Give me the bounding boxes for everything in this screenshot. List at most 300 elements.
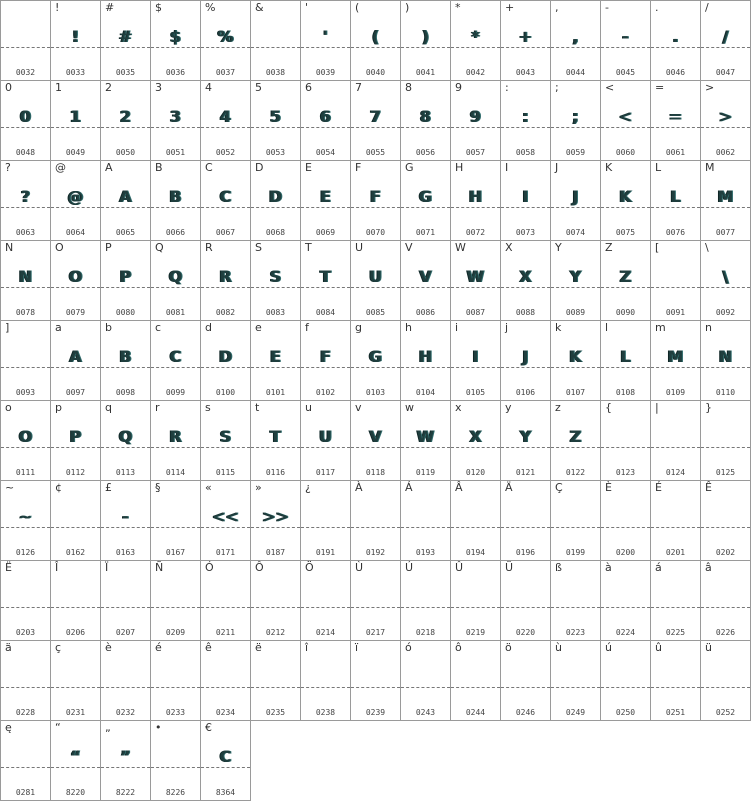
unicode-code: 0214 (315, 628, 336, 637)
character-label: Ï (105, 561, 109, 574)
unicode-code: 0051 (165, 148, 186, 157)
character-label: d (205, 321, 212, 334)
baseline-divider (451, 127, 500, 128)
baseline-divider (151, 287, 200, 288)
character-label: < (605, 81, 615, 94)
baseline-divider (201, 607, 250, 608)
glyph-preview: O (18, 427, 33, 446)
glyph-preview: \ (722, 267, 729, 286)
unicode-code: 0108 (615, 388, 636, 397)
glyph-cell (201, 401, 251, 481)
unicode-code: 0060 (615, 148, 636, 157)
unicode-code: 0097 (65, 388, 86, 397)
character-label: Q (155, 241, 164, 254)
glyph-preview: + (518, 27, 533, 46)
glyph-cell (351, 321, 401, 401)
glyph-cell (601, 1, 651, 81)
glyph-cell (201, 161, 251, 241)
glyph-cell (251, 561, 301, 641)
glyph-preview: Z (569, 427, 582, 446)
unicode-code: 0194 (465, 548, 486, 557)
glyph-cell (351, 161, 401, 241)
unicode-code: 0055 (365, 148, 386, 157)
baseline-divider (1, 527, 50, 528)
character-label: Ô (255, 561, 264, 574)
character-label: ä (5, 641, 12, 654)
baseline-divider (651, 287, 700, 288)
baseline-divider (301, 367, 350, 368)
glyph-cell (351, 561, 401, 641)
glyph-cell (501, 321, 551, 401)
baseline-divider (651, 687, 700, 688)
character-label: Ç (555, 481, 563, 494)
glyph-cell (1, 161, 51, 241)
baseline-divider (701, 47, 750, 48)
unicode-code: 0113 (115, 468, 136, 477)
glyph-cell (1, 481, 51, 561)
glyph-cell (601, 161, 651, 241)
unicode-code: 0281 (15, 788, 36, 797)
glyph-cell (451, 321, 501, 401)
glyph-preview: : (522, 107, 529, 126)
character-label: ï (355, 641, 359, 654)
unicode-code: 0192 (365, 548, 386, 557)
glyph-preview: R (219, 267, 232, 286)
glyph-cell (651, 241, 701, 321)
character-label: ë (255, 641, 262, 654)
baseline-divider (1, 47, 50, 48)
character-label: ] (5, 321, 10, 334)
baseline-divider (501, 607, 550, 608)
unicode-code: 0085 (365, 308, 386, 317)
glyph-cell (401, 481, 451, 561)
unicode-code: 0084 (315, 308, 336, 317)
unicode-code: 0035 (115, 68, 136, 77)
unicode-code: 0057 (465, 148, 486, 157)
character-label: è (105, 641, 112, 654)
baseline-divider (351, 47, 400, 48)
glyph-cell (301, 321, 351, 401)
character-label: S (255, 241, 262, 254)
glyph-cell (651, 81, 701, 161)
character-label: L (655, 161, 662, 174)
unicode-code: 8222 (115, 788, 136, 797)
baseline-divider (201, 287, 250, 288)
glyph-preview: Y (569, 267, 582, 286)
character-label: J (555, 161, 559, 174)
unicode-code: 0228 (15, 708, 36, 717)
character-label: F (355, 161, 362, 174)
character-label: : (505, 81, 509, 94)
character-label: » (255, 481, 262, 494)
glyph-preview: D (268, 187, 283, 206)
glyph-cell (501, 641, 551, 721)
glyph-cell (601, 321, 651, 401)
glyph-preview: A (119, 187, 132, 206)
glyph-cell (301, 81, 351, 161)
unicode-code: 0101 (265, 388, 286, 397)
character-label: T (305, 241, 312, 254)
character-label: ! (55, 1, 60, 14)
baseline-divider (301, 607, 350, 608)
baseline-divider (501, 687, 550, 688)
unicode-code: 8226 (165, 788, 186, 797)
glyph-cell (51, 641, 101, 721)
unicode-code: 0079 (65, 308, 86, 317)
character-label: 6 (305, 81, 312, 94)
glyph-cell (1, 401, 51, 481)
character-label: u (305, 401, 312, 414)
baseline-divider (201, 687, 250, 688)
baseline-divider (701, 607, 750, 608)
glyph-cell (201, 561, 251, 641)
unicode-code: 0249 (565, 708, 586, 717)
baseline-divider (501, 447, 550, 448)
glyph-preview: ? (20, 187, 31, 206)
glyph-cell (151, 321, 201, 401)
glyph-cell (601, 81, 651, 161)
character-label: Ñ (155, 561, 164, 574)
glyph-preview: Q (118, 427, 133, 446)
unicode-code: 0121 (515, 468, 536, 477)
unicode-code: 0123 (615, 468, 636, 477)
unicode-code: 0070 (365, 228, 386, 237)
unicode-code: 0088 (515, 308, 536, 317)
glyph-cell (551, 161, 601, 241)
baseline-divider (151, 47, 200, 48)
character-label: \ (705, 241, 709, 254)
glyph-preview: 9 (469, 107, 482, 126)
character-label: z (555, 401, 561, 414)
baseline-divider (51, 687, 100, 688)
glyph-preview: G (418, 187, 433, 206)
baseline-divider (101, 47, 150, 48)
unicode-code: 0091 (665, 308, 686, 317)
character-label: 9 (455, 81, 462, 94)
baseline-divider (401, 447, 450, 448)
baseline-divider (151, 207, 200, 208)
character-label: 7 (355, 81, 362, 94)
unicode-code: 0193 (415, 548, 436, 557)
glyph-cell (701, 321, 751, 401)
character-label: ( (355, 1, 360, 14)
baseline-divider (551, 207, 600, 208)
character-label: W (455, 241, 466, 254)
glyph-preview: F (320, 347, 331, 366)
character-label: s (205, 401, 211, 414)
glyph-preview: S (219, 427, 232, 446)
character-label: Ê (705, 481, 712, 494)
unicode-code: 0058 (515, 148, 536, 157)
glyph-preview: M (717, 187, 734, 206)
character-label: N (5, 241, 14, 254)
baseline-divider (451, 687, 500, 688)
unicode-code: 0250 (615, 708, 636, 717)
character-label: R (205, 241, 213, 254)
character-label: n (705, 321, 712, 334)
character-label: b (105, 321, 112, 334)
glyph-cell (51, 81, 101, 161)
unicode-code: 0111 (15, 468, 36, 477)
character-label: É (655, 481, 662, 494)
glyph-preview: A (69, 347, 82, 366)
character-label: - (605, 1, 609, 14)
baseline-divider (151, 527, 200, 528)
baseline-divider (151, 367, 200, 368)
glyph-cell (501, 81, 551, 161)
glyph-cell (351, 481, 401, 561)
glyph-preview: 3 (169, 107, 182, 126)
baseline-divider (101, 127, 150, 128)
baseline-divider (551, 47, 600, 48)
character-label: • (155, 721, 162, 734)
character-label: H (455, 161, 464, 174)
glyph-preview: C (219, 187, 232, 206)
baseline-divider (151, 767, 200, 768)
glyph-cell (151, 481, 201, 561)
glyph-cell (51, 721, 101, 801)
unicode-code: 0206 (65, 628, 86, 637)
glyph-preview: S (269, 267, 282, 286)
glyph-cell (301, 401, 351, 481)
glyph-cell (1, 641, 51, 721)
glyph-preview: J (572, 187, 579, 206)
baseline-divider (451, 607, 500, 608)
character-label: ? (5, 161, 11, 174)
glyph-cell (401, 401, 451, 481)
baseline-divider (651, 527, 700, 528)
unicode-code: 0056 (415, 148, 436, 157)
unicode-code: 0109 (665, 388, 686, 397)
character-label: û (655, 641, 662, 654)
glyph-preview: O (68, 267, 83, 286)
unicode-code: 0087 (465, 308, 486, 317)
unicode-code: 0102 (315, 388, 336, 397)
unicode-code: 0202 (715, 548, 736, 557)
baseline-divider (451, 447, 500, 448)
unicode-code: 0061 (665, 148, 686, 157)
baseline-divider (601, 367, 650, 368)
glyph-preview: ( (371, 27, 380, 46)
unicode-code: 0231 (65, 708, 86, 717)
baseline-divider (501, 47, 550, 48)
glyph-cell (201, 1, 251, 81)
unicode-code: 0078 (15, 308, 36, 317)
glyph-cell (251, 481, 301, 561)
character-label: À (355, 481, 363, 494)
baseline-divider (201, 207, 250, 208)
glyph-cell (651, 641, 701, 721)
character-label: î (305, 641, 309, 654)
glyph-cell (401, 1, 451, 81)
baseline-divider (601, 47, 650, 48)
glyph-cell (501, 161, 551, 241)
baseline-divider (701, 527, 750, 528)
glyph-preview: W (416, 427, 435, 446)
glyph-preview: 7 (369, 107, 382, 126)
glyph-cell (451, 641, 501, 721)
unicode-code: 0117 (315, 468, 336, 477)
character-label: x (455, 401, 462, 414)
character-label: « (205, 481, 212, 494)
character-label: + (505, 1, 515, 14)
unicode-code: 0086 (415, 308, 436, 317)
glyph-cell (651, 561, 701, 641)
glyph-preview: I (472, 347, 479, 366)
baseline-divider (401, 527, 450, 528)
character-label: w (405, 401, 414, 414)
glyph-cell (501, 241, 551, 321)
character-label: ó (405, 641, 412, 654)
character-label: ' (305, 1, 309, 14)
baseline-divider (501, 367, 550, 368)
glyph-preview: 1 (69, 107, 82, 126)
baseline-divider (701, 367, 750, 368)
baseline-divider (51, 127, 100, 128)
unicode-code: 0032 (15, 68, 36, 77)
character-label: I (505, 161, 509, 174)
baseline-divider (251, 687, 300, 688)
baseline-divider (601, 527, 650, 528)
character-label: i (455, 321, 459, 334)
character-label: } (705, 401, 712, 414)
unicode-code: 0207 (115, 628, 136, 637)
baseline-divider (401, 287, 450, 288)
character-label: “ (55, 721, 61, 734)
glyph-cell (651, 481, 701, 561)
baseline-divider (651, 607, 700, 608)
baseline-divider (1, 367, 50, 368)
unicode-code: 0090 (615, 308, 636, 317)
unicode-code: 0233 (165, 708, 186, 717)
glyph-preview: V (419, 267, 432, 286)
baseline-divider (601, 287, 650, 288)
glyph-cell (401, 241, 451, 321)
glyph-cell (101, 161, 151, 241)
character-label: P (105, 241, 112, 254)
glyph-cell (551, 321, 601, 401)
glyph-preview: E (270, 347, 281, 366)
glyph-cell (151, 81, 201, 161)
glyph-cell (551, 481, 601, 561)
unicode-code: 0080 (115, 308, 136, 317)
glyph-cell (551, 401, 601, 481)
unicode-code: 0167 (165, 548, 186, 557)
unicode-code: 0071 (415, 228, 436, 237)
character-label: 1 (55, 81, 62, 94)
glyph-preview: C (219, 747, 232, 766)
baseline-divider (51, 767, 100, 768)
glyph-preview: C (169, 347, 182, 366)
unicode-code: 0043 (515, 68, 536, 77)
glyph-preview: / (722, 27, 729, 46)
glyph-cell (151, 1, 201, 81)
glyph-cell (1, 1, 51, 81)
baseline-divider (251, 207, 300, 208)
unicode-code: 0049 (65, 148, 86, 157)
glyph-preview: ; (572, 107, 579, 126)
glyph-preview: T (320, 267, 331, 286)
glyph-preview: B (169, 187, 182, 206)
glyph-cell (401, 161, 451, 241)
character-label: Z (605, 241, 613, 254)
baseline-divider (251, 47, 300, 48)
unicode-code: 0036 (165, 68, 186, 77)
baseline-divider (251, 127, 300, 128)
glyph-preview: % (217, 27, 234, 46)
unicode-code: 0103 (365, 388, 386, 397)
glyph-preview: , (572, 27, 579, 46)
unicode-code: 0065 (115, 228, 136, 237)
glyph-cell (401, 561, 451, 641)
unicode-code: 0124 (665, 468, 686, 477)
glyph-cell (651, 161, 701, 241)
unicode-code: 0126 (15, 548, 36, 557)
baseline-divider (351, 287, 400, 288)
glyph-preview: N (18, 267, 33, 286)
glyph-preview: . (672, 27, 679, 46)
glyph-preview: R (169, 427, 182, 446)
glyph-preview: < (618, 107, 633, 126)
character-label: ù (555, 641, 562, 654)
character-label: Ù (355, 561, 364, 574)
glyph-cell (701, 81, 751, 161)
glyph-cell (51, 161, 101, 241)
character-label: € (205, 721, 212, 734)
glyph-cell (301, 1, 351, 81)
unicode-code: 0048 (15, 148, 36, 157)
unicode-code: 0044 (565, 68, 586, 77)
character-label: A (105, 161, 113, 174)
baseline-divider (601, 447, 650, 448)
character-label: Ä (505, 481, 513, 494)
baseline-divider (351, 207, 400, 208)
glyph-cell (251, 321, 301, 401)
baseline-divider (201, 127, 250, 128)
baseline-divider (251, 607, 300, 608)
baseline-divider (51, 447, 100, 448)
glyph-cell (51, 1, 101, 81)
glyph-preview: ) (421, 27, 430, 46)
unicode-code: 0211 (215, 628, 236, 637)
baseline-divider (201, 47, 250, 48)
glyph-preview: X (469, 427, 482, 446)
baseline-divider (251, 447, 300, 448)
character-label: á (655, 561, 662, 574)
glyph-cell (101, 641, 151, 721)
glyph-preview: Y (519, 427, 532, 446)
glyph-cell (101, 401, 151, 481)
character-label: ê (205, 641, 212, 654)
glyph-preview: L (670, 187, 681, 206)
glyph-cell (101, 241, 151, 321)
character-label: Â (455, 481, 463, 494)
unicode-code: 0187 (265, 548, 286, 557)
baseline-divider (451, 47, 500, 48)
baseline-divider (301, 287, 350, 288)
unicode-code: 0191 (315, 548, 336, 557)
glyph-preview: E (320, 187, 331, 206)
glyph-cell (151, 241, 201, 321)
unicode-code: 0226 (715, 628, 736, 637)
glyph-cell (501, 481, 551, 561)
baseline-divider (551, 367, 600, 368)
glyph-preview: > (718, 107, 733, 126)
baseline-divider (651, 127, 700, 128)
glyph-preview: P (69, 427, 82, 446)
baseline-divider (1, 287, 50, 288)
glyph-cell (51, 401, 101, 481)
